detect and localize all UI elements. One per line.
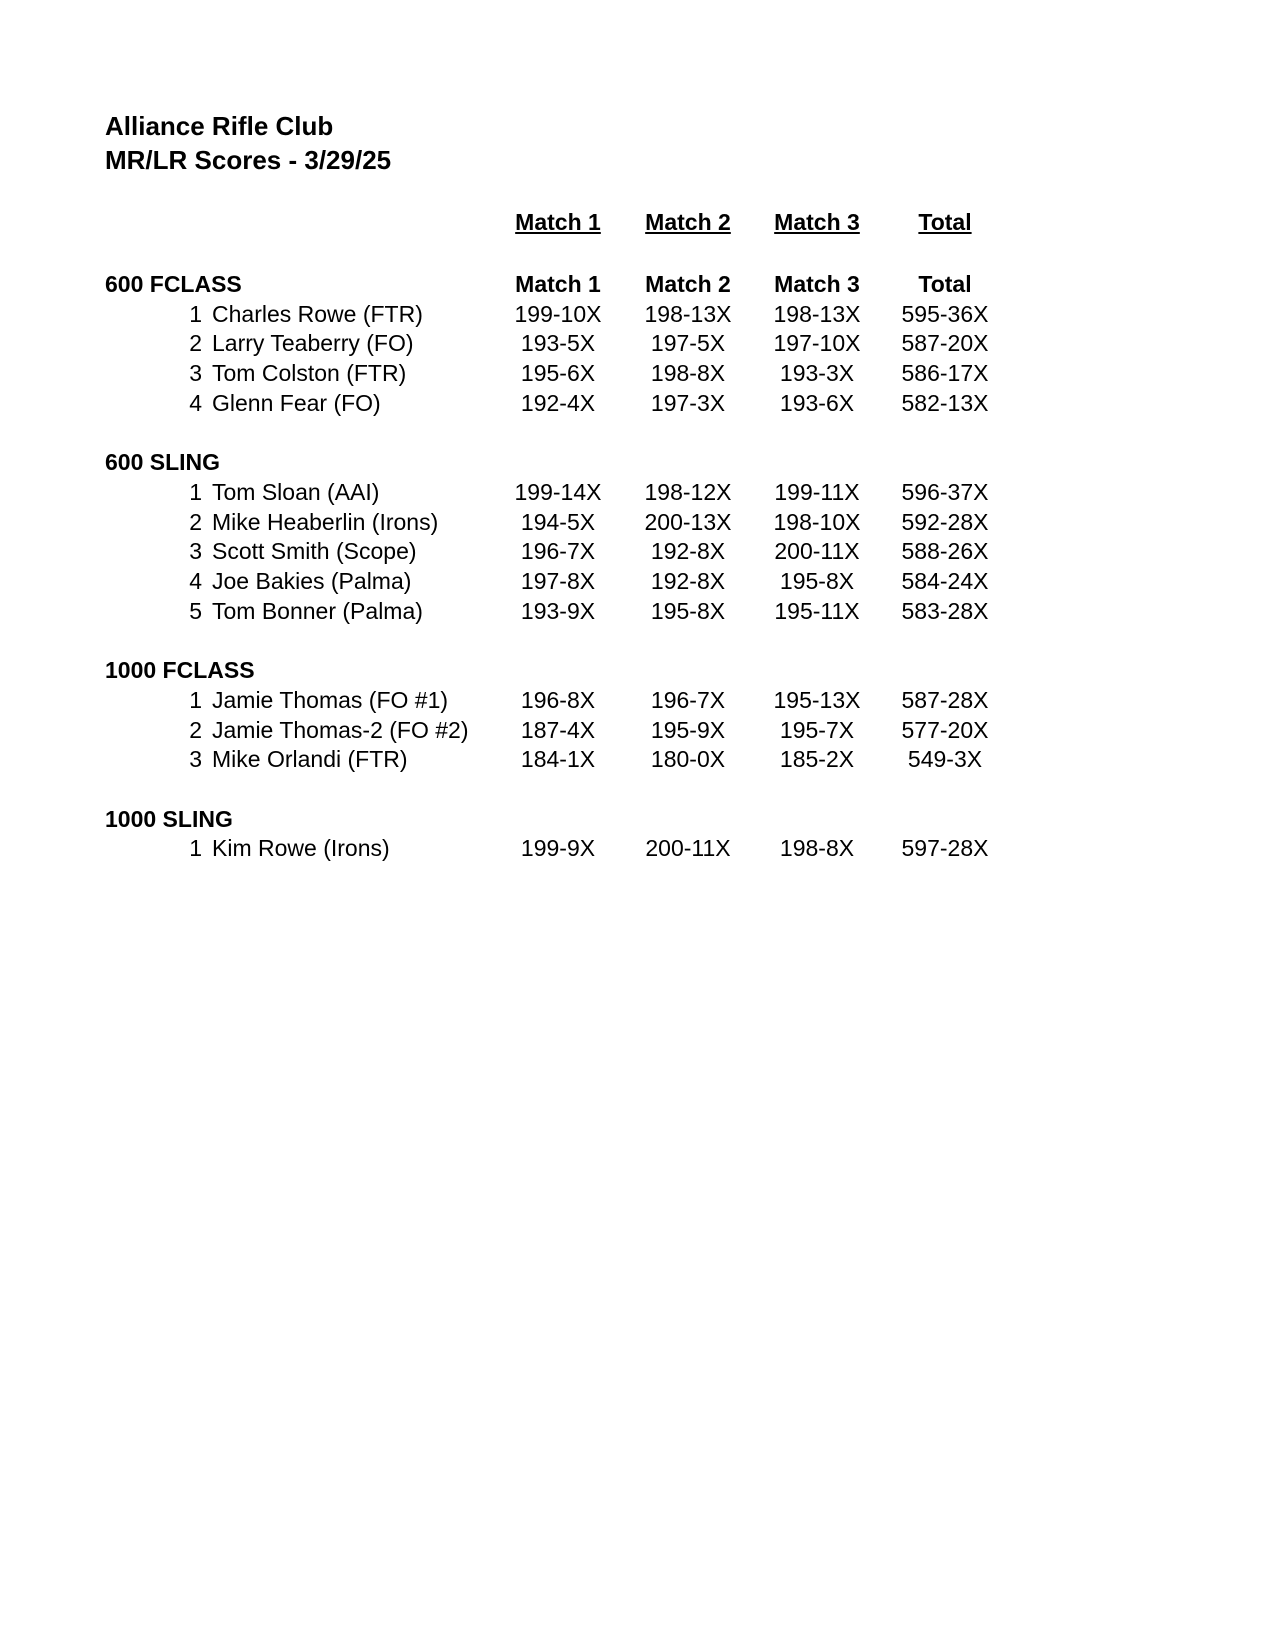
shooter-name: Tom Sloan (AAI) bbox=[212, 478, 380, 505]
shooter-name: Scott Smith (Scope) bbox=[212, 538, 417, 565]
column-header-match-3: Match 3 bbox=[774, 209, 860, 235]
rank: 3 bbox=[189, 538, 202, 565]
result-row bbox=[0, 328, 1275, 358]
column-header-match-1: Match 1 bbox=[515, 209, 601, 235]
total-score: 587-20X bbox=[901, 330, 989, 357]
match-2-score: 192-8X bbox=[650, 538, 726, 565]
total-score: 596-37X bbox=[901, 478, 989, 505]
match-1-score: 193-5X bbox=[520, 330, 596, 357]
match-3-score: 193-3X bbox=[779, 360, 855, 387]
total-score: 583-28X bbox=[901, 597, 989, 624]
total-score: 595-36X bbox=[901, 300, 989, 327]
match-3-score: 195-13X bbox=[773, 686, 861, 713]
column-header-match-2: Match 2 bbox=[645, 209, 731, 235]
match-3-score: 197-10X bbox=[773, 330, 861, 357]
section-header bbox=[0, 804, 1275, 834]
shooter-name: Jamie Thomas (FO #1) bbox=[212, 686, 449, 713]
section-title: 1000 FCLASS bbox=[105, 657, 255, 684]
total-score: 582-13X bbox=[901, 389, 989, 416]
match-1-score: 187-4X bbox=[520, 716, 596, 743]
section-column-header: Match 3 bbox=[774, 271, 860, 297]
match-2-score: 195-8X bbox=[650, 597, 726, 624]
shooter-name: Tom Colston (FTR) bbox=[212, 360, 407, 387]
match-1-score: 193-9X bbox=[520, 597, 596, 624]
result-row bbox=[0, 715, 1275, 745]
match-2-score: 196-7X bbox=[650, 686, 726, 713]
match-2-score: 200-13X bbox=[644, 508, 732, 535]
match-3-score: 195-7X bbox=[779, 716, 855, 743]
result-row bbox=[0, 536, 1275, 566]
rank: 3 bbox=[189, 360, 202, 387]
result-row bbox=[0, 299, 1275, 329]
result-row bbox=[0, 685, 1275, 715]
total-score: 587-28X bbox=[901, 686, 989, 713]
result-row bbox=[0, 507, 1275, 537]
result-row bbox=[0, 477, 1275, 507]
rank: 1 bbox=[189, 686, 202, 713]
shooter-name: Charles Rowe (FTR) bbox=[212, 300, 423, 327]
result-row bbox=[0, 744, 1275, 774]
match-1-score: 184-1X bbox=[520, 746, 596, 773]
match-1-score: 196-8X bbox=[520, 686, 596, 713]
total-score: 592-28X bbox=[901, 508, 989, 535]
section-title: 600 SLING bbox=[105, 449, 221, 476]
match-2-score: 200-11X bbox=[645, 835, 731, 862]
shooter-name: Mike Heaberlin (Irons) bbox=[212, 508, 439, 535]
match-3-score: 200-11X bbox=[774, 538, 860, 565]
match-2-score: 195-9X bbox=[650, 716, 726, 743]
total-score: 549-3X bbox=[907, 746, 983, 773]
match-2-score: 197-5X bbox=[650, 330, 726, 357]
shooter-name: Mike Orlandi (FTR) bbox=[212, 746, 408, 773]
rank: 2 bbox=[189, 508, 202, 535]
shooter-name: Kim Rowe (Irons) bbox=[212, 835, 390, 862]
rank: 2 bbox=[189, 330, 202, 357]
rank: 5 bbox=[189, 597, 202, 624]
rank: 1 bbox=[189, 300, 202, 327]
rank: 4 bbox=[189, 568, 202, 594]
match-2-score: 198-8X bbox=[650, 360, 726, 387]
match-1-score: 192-4X bbox=[520, 389, 596, 416]
section-column-header: Match 1 bbox=[515, 271, 601, 297]
shooter-name: Glenn Fear (FO) bbox=[212, 389, 381, 416]
result-row bbox=[0, 388, 1275, 418]
rank: 4 bbox=[189, 389, 202, 416]
match-3-score: 193-6X bbox=[779, 389, 855, 416]
total-score: 586-17X bbox=[901, 360, 989, 387]
total-score: 584-24X bbox=[901, 568, 989, 594]
rank: 1 bbox=[189, 835, 202, 862]
rank: 3 bbox=[189, 746, 202, 773]
match-2-score: 198-12X bbox=[644, 478, 732, 505]
match-3-score: 195-8X bbox=[779, 568, 855, 594]
match-2-score: 192-8X bbox=[650, 568, 726, 594]
match-1-score: 199-14X bbox=[514, 478, 602, 505]
club-title: Alliance Rifle Club bbox=[105, 111, 334, 141]
shooter-name: Jamie Thomas-2 (FO #2) bbox=[212, 716, 469, 743]
match-3-score: 185-2X bbox=[779, 746, 855, 773]
section-title: 1000 SLING bbox=[105, 805, 233, 832]
rank: 1 bbox=[189, 478, 202, 505]
match-1-score: 194-5X bbox=[520, 508, 596, 535]
total-score: 577-20X bbox=[901, 716, 989, 743]
shooter-name: Tom Bonner (Palma) bbox=[212, 597, 423, 624]
column-header-total: Total bbox=[918, 209, 972, 235]
result-row bbox=[0, 566, 1275, 596]
match-3-score: 199-11X bbox=[774, 478, 860, 505]
match-2-score: 180-0X bbox=[650, 746, 726, 773]
section-header bbox=[0, 269, 1275, 299]
result-row bbox=[0, 833, 1275, 863]
section-column-header: Match 2 bbox=[645, 271, 731, 297]
section-header bbox=[0, 447, 1275, 477]
section-column-header: Total bbox=[918, 271, 972, 297]
match-1-score: 199-10X bbox=[514, 300, 602, 327]
total-score: 588-26X bbox=[901, 538, 989, 565]
match-1-score: 197-8X bbox=[520, 568, 596, 594]
result-row bbox=[0, 358, 1275, 388]
total-score: 597-28X bbox=[901, 835, 989, 862]
match-3-score: 195-11X bbox=[774, 597, 860, 624]
page-subtitle: MR/LR Scores - 3/29/25 bbox=[105, 145, 392, 175]
match-1-score: 196-7X bbox=[520, 538, 596, 565]
match-3-score: 198-10X bbox=[773, 508, 861, 535]
match-2-score: 197-3X bbox=[650, 389, 726, 416]
match-1-score: 199-9X bbox=[520, 835, 596, 862]
match-2-score: 198-13X bbox=[644, 300, 732, 327]
shooter-name: Larry Teaberry (FO) bbox=[212, 330, 414, 357]
match-1-score: 195-6X bbox=[520, 360, 596, 387]
result-row bbox=[0, 596, 1275, 626]
match-3-score: 198-13X bbox=[773, 300, 861, 327]
rank: 2 bbox=[189, 716, 202, 743]
shooter-name: Joe Bakies (Palma) bbox=[212, 568, 412, 594]
section-header bbox=[0, 655, 1275, 685]
section-title: 600 FCLASS bbox=[105, 271, 242, 297]
match-3-score: 198-8X bbox=[779, 835, 855, 862]
